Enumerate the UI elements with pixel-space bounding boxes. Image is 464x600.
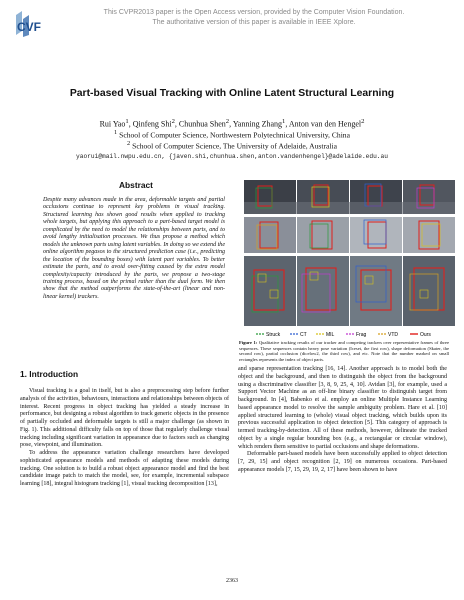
author-name: Rui Yao: [99, 119, 126, 129]
right-column-body: [238, 366, 447, 475]
figure-row-2: [244, 217, 455, 253]
affiliation-1: $^1$ School of Computer Science, Northwestern Polytechnical University, China: [114, 129, 350, 140]
abstract-text: Despite many advances made in the area, deformable targets and partial occlusions continue to represent key problems in visual tracking. Structured learning has shown good results when applied to tracking whole targets, but applying this approach to a part-based target model is complicated by the need to model the relationships between parts, and to avoid lengthy initialisation processes. We thus propose a method which models the unknown parts using latent variables. In doing so we extend the online algorithm pegasos to the structured prediction case (i.e., predicting the location of the bounding boxes) with latent part variables. To better estimate the parts, and to avoid over-fitting caused by the extra model complexity/capacity introduced by the parts, we propose a two-stage training process, based on the primal rather than the dual form. We then show that the method outperforms the state-of-the-art (linear and non-linear kernel) trackers.: [43, 197, 225, 300]
paper-title: Part-based Visual Tracking with Online Latent Structural Learning: [69, 88, 395, 99]
legend-item-mil: [316, 332, 335, 338]
author-list: Rui Yao$^1$, Qinfeng Shi$^2$, Chunhua Shen$^2$, Yanning Zhang$^1$, Anton van den Hengel$^2$: [99, 118, 365, 129]
introduction-heading: 1. Introduction: [20, 369, 79, 379]
cvf-logo: [13, 9, 43, 39]
author-emails: yaorui@mail.nwpu.edu.cn, {javen.shi,chunhua.shen,anton.vandenhengel}@adelaide.edu.au: [76, 153, 388, 160]
body-paragraph: and sparse representation tracking [16, 14]. Another approach is to model both the object and the background, and then to distinguish the object from the background using a discriminative classifier [3, 8, 9, 25, 4, 10]. Avidan [3], for example, used a Support Vector Machine as an off-line binary classifier to distinguish target from background. In [4], Babenko et al. employ an online Multiple Instance Learning based appearance model to resolve the sample ambiguity problem. Hare et al. [10] applied structured learning to (whole) visual object tracking, which builds upon its previous successful application to object detection [5]. This category of approach is termed tracking-by-detection. All of these methods, however, delineate the tracked object by a single regular bounding box (e.g., a rectangular or circular window), which renders them sensitive to partial occlusions and shape deformations.: [238, 366, 447, 450]
frame-image: [297, 217, 349, 253]
frame-image: [403, 217, 455, 253]
author-name: Qinfeng Shi: [132, 119, 172, 129]
figure-legend: [256, 332, 431, 338]
figure-1-caption: [239, 340, 449, 362]
figure-row-1: [244, 180, 455, 214]
introduction-body: [20, 388, 229, 489]
open-access-notice: [84, 8, 424, 27]
author-name: Anton van den Hengel: [288, 119, 362, 129]
cvf-logo-text: CVF: [17, 20, 41, 34]
frame-image: [350, 256, 402, 326]
legend-item-ours: [410, 332, 431, 338]
legend-item-struck: [256, 332, 281, 338]
abstract-heading: Abstract: [119, 180, 153, 190]
legend-item-vtd: [378, 332, 398, 338]
figure-1: [244, 180, 464, 365]
author-name: Chunhua Shen: [178, 119, 226, 129]
legend-item-frag: [346, 332, 367, 338]
svg-text:CT: CT: [300, 332, 307, 338]
svg-text:Struck: Struck: [266, 332, 281, 338]
svg-text:Frag: Frag: [356, 332, 367, 338]
intro-paragraph: To address the appearance variation challenge researchers have developed sophisticated appearance models and methods of adapting these models during tracking. One solution is to build a robust object appearance model and find the best candidate image patch to match the model, see, for example, incremental subspace learning [18], integral histogram tracking [1], visual tracking decomposition [13],: [20, 450, 229, 487]
frame-image: [403, 256, 455, 326]
svg-text:VTD: VTD: [388, 332, 398, 338]
notice-line-1: This CVPR2013 paper is the Open Access version, provided by the Computer Vision Foundation.: [103, 9, 405, 16]
notice-line-2: The authoritative version of this paper is available in IEEE Xplore.: [152, 18, 356, 26]
caption-label: Figure 1:: [239, 340, 258, 345]
svg-text:MIL: MIL: [326, 332, 335, 338]
affiliation-2: $^2$ School of Computer Science, The University of Adelaide, Australia: [127, 140, 337, 151]
frame-image: [297, 256, 349, 326]
author-name: Yanning Zhang: [232, 119, 283, 129]
caption-text: Qualitative tracking results of our tracker and competing trackers over representative frames of three sequences. These sequences contain heavy pose variation (Iceset, the first row), shape deformation (Skater, the second row), partial occlusion (dicelow2, the third row), and etc. Note that the number marked on small rectangles represents the index of object parts.: [239, 340, 449, 362]
svg-text:Ours: Ours: [420, 332, 431, 338]
intro-paragraph: Visual tracking is a goal in itself, but is also a preprocessing step before further analysis of the activities, behaviours, interactions and relationships between objects of interest. Recent progress in object tracking has yielded a steady increase in performance, but designing a robust algorithm to track generic objects in the presence of partially occluded and deformable targets is still a major challenge (as shown in Fig. 1). This additional difficulty falls on top of those that regularly challenge visual tracking including significant variation in appearance due to factors such as changing pose, viewpoint, and illumination.: [20, 388, 229, 449]
legend-item-ct: [290, 332, 307, 338]
body-paragraph: Deformable part-based models have been successfully applied to object detection [7, 29, 15] and object recognition [2, 19] on numerous occasions. Part-based appearance models [7, 15, 29, 19, 2, 17] have been shown to have: [238, 451, 447, 473]
page-number: 2363: [226, 578, 238, 584]
figure-row-3: [244, 256, 455, 326]
